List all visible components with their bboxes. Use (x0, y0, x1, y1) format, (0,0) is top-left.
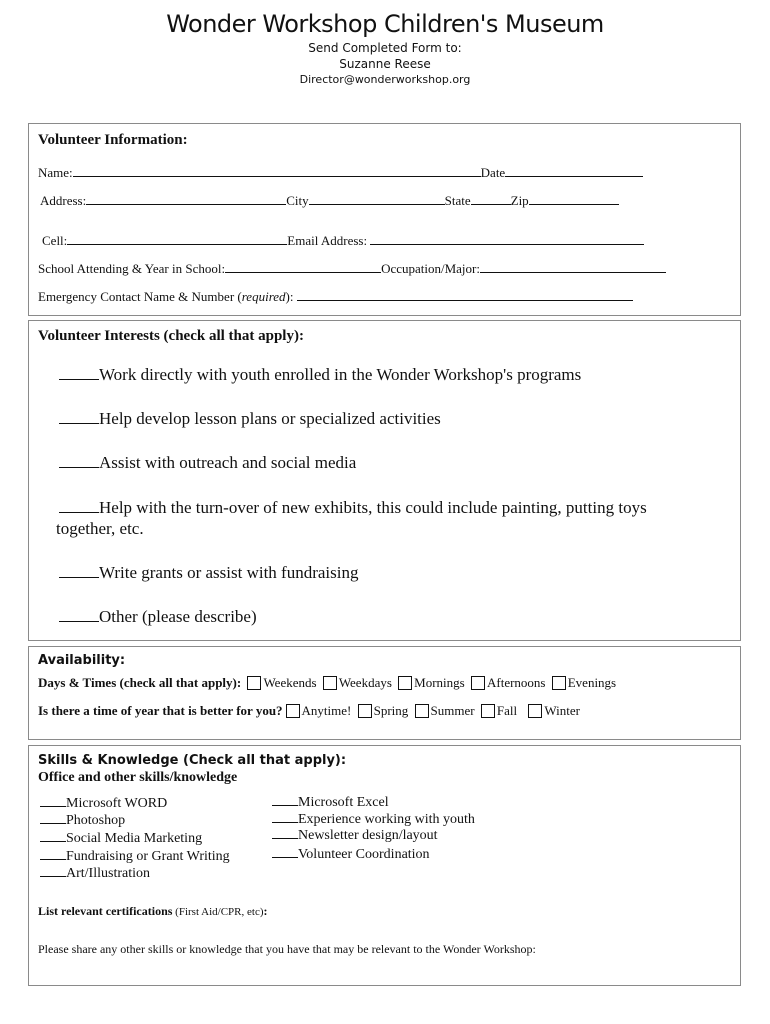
emergency-label-pre: Emergency Contact Name & Number ( (38, 289, 242, 304)
interest-check-line[interactable] (59, 453, 99, 468)
availability-title: Availability: (38, 653, 126, 668)
skills-title: Skills & Knowledge (Check all that apply): (38, 753, 347, 768)
interest-label: Help with the turn-over of new exhibits, this could include painting, putting toys (99, 498, 647, 517)
occupation-label: Occupation/Major: (381, 261, 480, 276)
weekends-checkbox[interactable] (247, 676, 261, 690)
school-row (38, 260, 666, 277)
name-row (38, 164, 643, 181)
skill-item (272, 793, 389, 811)
contact-email: Director@wonderworkshop.org (299, 73, 471, 86)
interest-item (59, 607, 257, 627)
skill-item (40, 829, 202, 847)
emergency-field[interactable] (297, 288, 633, 301)
school-field[interactable] (225, 260, 381, 273)
date-field[interactable] (505, 164, 643, 177)
skill-check-line[interactable] (40, 847, 66, 860)
page-title: Wonder Workshop Children's Museum (166, 10, 604, 38)
skill-label: Newsletter design/layout (298, 828, 438, 843)
emergency-required: required (241, 289, 286, 304)
weekdays-label: Weekdays (338, 675, 392, 690)
volunteer-info-section (28, 123, 741, 316)
evenings-label: Evenings (567, 675, 617, 690)
interest-label: Help develop lesson plans or specialized activities (99, 409, 441, 428)
interest-label: Assist with outreach and social media (99, 453, 357, 472)
anytime-checkbox[interactable] (286, 704, 300, 718)
skill-item (40, 794, 167, 812)
summer-label: Summer (430, 703, 475, 718)
state-label: State (444, 193, 471, 208)
city-label: City (286, 193, 309, 208)
address-row (40, 192, 619, 209)
city-field[interactable] (309, 192, 445, 205)
address-label: Address: (40, 193, 87, 208)
interest-check-line[interactable] (59, 607, 99, 622)
days-row (38, 675, 616, 691)
interest-item (59, 563, 358, 583)
interest-label: Other (please describe) (99, 607, 257, 626)
days-label: Days & Times (check all that apply): (38, 675, 242, 690)
form-header (0, 8, 770, 88)
skills-section (28, 745, 741, 986)
share-skills-prompt: Please share any other skills or knowledge that you have that may be relevant to the Wonder Workshop: (38, 942, 536, 956)
certifications-label (38, 904, 267, 919)
skill-item (40, 864, 150, 882)
cell-row (42, 232, 644, 249)
interest-label: Write grants or assist with fundraising (99, 563, 359, 582)
emergency-row (38, 288, 633, 305)
spring-label: Spring (373, 703, 409, 718)
fall-label: Fall (496, 703, 518, 718)
skill-label: Art/Illustration (66, 866, 150, 881)
email-field[interactable] (370, 232, 644, 245)
mornings-checkbox[interactable] (398, 676, 412, 690)
contact-name: Suzanne Reese (339, 57, 431, 71)
skill-check-line[interactable] (272, 810, 298, 823)
spring-checkbox[interactable] (358, 704, 372, 718)
fall-checkbox[interactable] (481, 704, 495, 718)
season-row (38, 703, 580, 719)
interest-check-line[interactable] (59, 498, 99, 513)
zip-label: Zip (510, 193, 529, 208)
name-label: Name: (38, 165, 73, 180)
skill-item (40, 847, 230, 865)
interest-item (59, 453, 356, 473)
availability-section (28, 646, 741, 740)
skill-check-line[interactable] (40, 811, 66, 824)
address-field[interactable] (86, 192, 286, 205)
afternoons-checkbox[interactable] (471, 676, 485, 690)
weekdays-checkbox[interactable] (323, 676, 337, 690)
winter-checkbox[interactable] (528, 704, 542, 718)
skill-label: Social Media Marketing (66, 831, 203, 846)
skill-label: Volunteer Coordination (298, 847, 430, 862)
skill-check-line[interactable] (40, 864, 66, 877)
interest-label: Work directly with youth enrolled in the Wonder Workshop's programs (99, 365, 582, 384)
certifications-label-bold: List relevant certifications (38, 904, 173, 918)
summer-checkbox[interactable] (415, 704, 429, 718)
afternoons-label: Afternoons (486, 675, 546, 690)
skill-check-line[interactable] (272, 845, 298, 858)
date-label: Date (480, 165, 506, 180)
interest-item-continuation: together, etc. (56, 519, 144, 538)
email-label: Email Address: (287, 233, 371, 248)
occupation-field[interactable] (480, 260, 666, 273)
skill-label: Fundraising or Grant Writing (66, 849, 230, 864)
interest-check-line[interactable] (59, 563, 99, 578)
skill-label: Photoshop (66, 813, 126, 828)
send-to-label: Send Completed Form to: (308, 41, 462, 55)
skill-check-line[interactable] (272, 826, 298, 839)
certifications-colon: : (263, 904, 268, 918)
volunteer-interests-section (28, 320, 741, 641)
skill-item (272, 845, 430, 863)
interest-item (59, 498, 647, 518)
cell-field[interactable] (67, 232, 287, 245)
interests-title: Volunteer Interests (check all that apply): (38, 328, 304, 344)
emergency-label-post: ): (285, 289, 297, 304)
skill-check-line[interactable] (272, 793, 298, 806)
season-label: Is there a time of year that is better for you? (38, 703, 283, 718)
evenings-checkbox[interactable] (552, 676, 566, 690)
school-label: School Attending & Year in School: (38, 261, 226, 276)
interest-check-line[interactable] (59, 365, 99, 380)
anytime-label: Anytime! (301, 703, 352, 718)
weekends-label: Weekends (263, 675, 317, 690)
interest-item (59, 409, 441, 429)
certifications-label-note: (First Aid/CPR, etc) (172, 906, 264, 918)
winter-label: Winter (544, 703, 580, 718)
zip-field[interactable] (529, 192, 619, 205)
skill-item (272, 826, 438, 844)
state-field[interactable] (471, 192, 511, 205)
interest-item (59, 365, 581, 385)
cell-label: Cell: (42, 233, 68, 248)
volunteer-info-title: Volunteer Information: (38, 132, 188, 148)
skill-check-line[interactable] (40, 794, 66, 807)
skill-check-line[interactable] (40, 829, 66, 842)
skill-label: Microsoft Excel (298, 795, 389, 810)
skill-label: Microsoft WORD (66, 796, 168, 811)
name-field[interactable] (73, 164, 481, 177)
skill-item (40, 811, 125, 829)
skill-label: Experience working with youth (298, 812, 475, 827)
skills-subtitle: Office and other skills/knowledge (38, 770, 238, 785)
mornings-label: Mornings (414, 675, 465, 690)
interest-check-line[interactable] (59, 409, 99, 424)
